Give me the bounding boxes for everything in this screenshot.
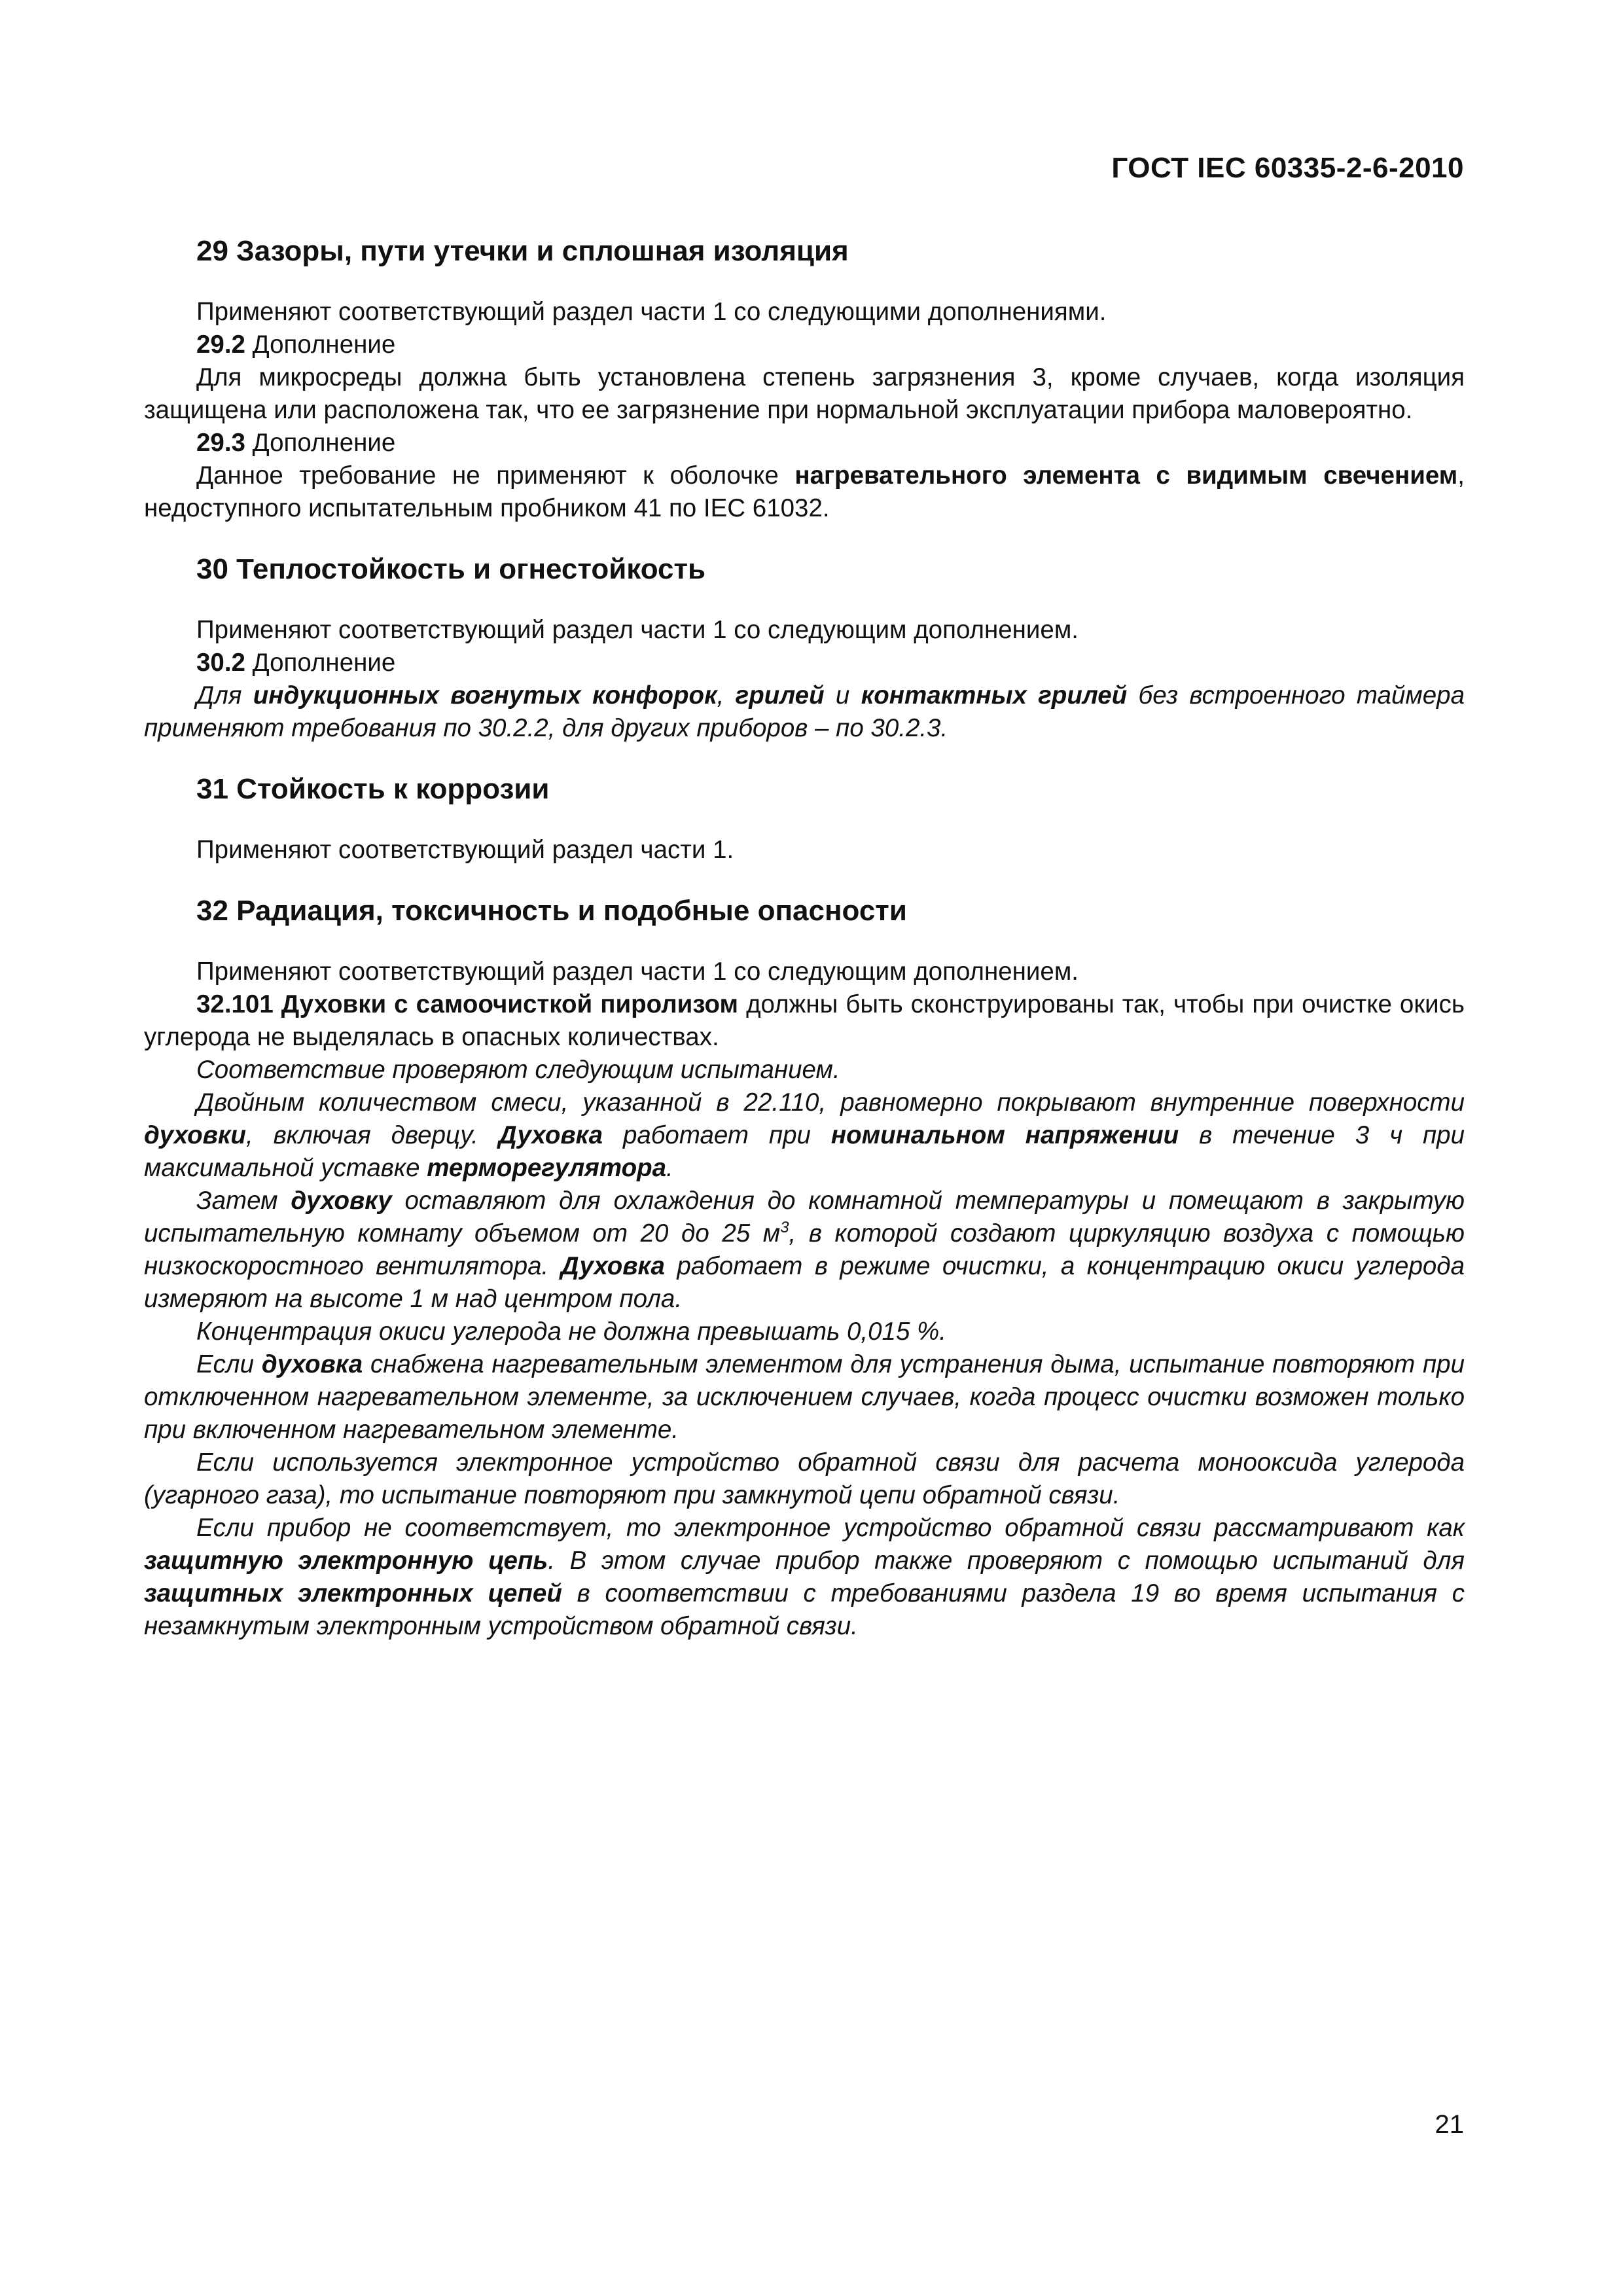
text-run: Двойным количеством смеси, указанной в 22.110, равномерно покрывают внутренние поверхности xyxy=(196,1088,1465,1117)
section-29-para-5 xyxy=(144,459,1465,525)
text-run: . xyxy=(666,1154,673,1182)
defined-term: Духовка xyxy=(498,1121,603,1149)
text-run: и xyxy=(824,681,861,709)
section-29-para-3: Для микросреды должна быть установлена степень загрязнения 3, кроме случаев, когда изоляция защищена или расположена так, что ее загрязнение при нормальной эксплуатации прибора маловероятно. xyxy=(144,363,1465,424)
defined-term: Духовка xyxy=(560,1252,665,1280)
clause-label: Дополнение xyxy=(245,649,396,677)
section-29-para-1: Применяют соответствующий раздел части 1 со следующими дополнениями. xyxy=(196,298,1107,326)
clause-label: Дополнение xyxy=(245,429,396,457)
clause-number: 29.3 xyxy=(196,429,245,457)
section-29-body xyxy=(144,296,1465,525)
defined-term: защитных электронных цепей xyxy=(144,1579,562,1607)
section-32-body xyxy=(144,956,1465,1643)
text-run: , xyxy=(717,681,736,709)
section-32-title: 32 Радиация, токсичность и подобные опасности xyxy=(196,895,907,927)
section-30-body xyxy=(144,614,1465,745)
text-run: в соответствии с требованиями раздела 19 во время испытания с незамкнутым электронным устройством обратной связи. xyxy=(144,1579,1465,1640)
defined-term: защитную электронную цепь xyxy=(144,1547,548,1575)
text-run: Затем xyxy=(196,1187,291,1215)
clause-number: 29.2 xyxy=(196,331,245,359)
section-29-title: 29 Зазоры, пути утечки и сплошная изоляция xyxy=(196,235,849,267)
clause-label: Дополнение xyxy=(245,331,396,359)
section-32-para-4 xyxy=(144,1086,1465,1185)
text-run: , включая дверцу. xyxy=(245,1121,499,1149)
section-31-para-1: Применяют соответствующий раздел части 1. xyxy=(196,836,734,864)
text-run: Если xyxy=(196,1350,262,1378)
defined-term: грилей xyxy=(735,681,825,709)
text-run: снабжена нагревательным элементом для устранения дыма, испытание повторяют при отключенном нагревательном элементе, за исключением случаев, когда процесс очистки возможен только при включенном нагревательном элементе. xyxy=(144,1350,1465,1444)
clause-number: 30.2 xyxy=(196,649,245,677)
text-run: в течение 3 ч при максимальной уставке xyxy=(144,1121,1465,1182)
section-32-para-1: Применяют соответствующий раздел части 1 со следующим дополнением. xyxy=(196,958,1079,986)
section-30-para-3 xyxy=(144,679,1465,745)
clause-29-3 xyxy=(144,427,1465,459)
section-32-para-6: Концентрация окиси углерода не должна превышать 0,015 %. xyxy=(196,1318,946,1346)
defined-term: духовка xyxy=(261,1350,363,1378)
text-run: оставляют для охлаждения до комнатной температуры и помещают в закрытую испытательную комнату объемом от 20 до 25 м xyxy=(144,1187,1465,1247)
section-32-para-7 xyxy=(144,1348,1465,1446)
page-number: 21 xyxy=(1435,2110,1464,2139)
section-30-para-1: Применяют соответствующий раздел части 1 со следующим дополнением. xyxy=(196,616,1079,644)
section-32-para-8: Если используется электронное устройство обратной связи для расчета монооксида углерода (угарного газа), то испытание повторяют при замкнутой цепи обратной связи. xyxy=(144,1448,1465,1509)
defined-term: духовки xyxy=(144,1121,246,1149)
clause-29-2 xyxy=(144,329,1465,361)
section-31-title: 31 Стойкость к коррозии xyxy=(196,773,550,805)
section-32-para-3: Соответствие проверяют следующим испытанием. xyxy=(196,1056,840,1084)
text-run: должны быть сконструированы так, чтобы при очистке окись углерода не выделялась в опасных количествах. xyxy=(144,990,1465,1051)
defined-term: индукционных вогнутых конфорок xyxy=(253,681,717,709)
document-id-header: ГОСТ IEC 60335-2-6-2010 xyxy=(1111,152,1464,184)
defined-term: духовку xyxy=(291,1187,392,1215)
text-run: , недоступного испытательным пробником 41 по IEC 61032. xyxy=(144,461,1465,522)
text-run: работает при xyxy=(603,1121,831,1149)
clause-32-101 xyxy=(144,988,1465,1054)
text-run: , в которой создают циркуляцию воздуха с помощью низкоскоростного вентилятора. xyxy=(144,1219,1465,1280)
clause-30-2 xyxy=(144,647,1465,679)
section-31-body xyxy=(144,834,1465,867)
defined-term: контактных грилей xyxy=(861,681,1128,709)
text-run: Данное требование не применяют к оболочке xyxy=(196,461,795,490)
section-30-title: 30 Теплостойкость и огнестойкость xyxy=(196,553,706,585)
clause-heading: 32.101 Духовки с самоочисткой пиролизом xyxy=(196,990,739,1018)
defined-term: номинальном напряжении xyxy=(830,1121,1179,1149)
defined-term: терморегулятора xyxy=(427,1154,667,1182)
text-run: Если прибор не соответствует, то электронное устройство обратной связи рассматривают как xyxy=(196,1514,1465,1542)
text-run: работает в режиме очистки, а концентрацию окиси углерода измеряют на высоте 1 м над центром пола. xyxy=(144,1252,1465,1313)
text-run: без встроенного таймера применяют требования по 30.2.2, для других приборов – по 30.2.3. xyxy=(144,681,1465,742)
section-32-para-9 xyxy=(144,1512,1465,1643)
superscript: 3 xyxy=(780,1219,789,1237)
defined-term: нагревательного элемента с видимым свечением xyxy=(794,461,1458,490)
section-32-para-5 xyxy=(144,1185,1465,1316)
text-run: . В этом случае прибор также проверяют с помощью испытаний для xyxy=(548,1547,1465,1575)
page-content xyxy=(144,233,1465,1643)
text-run: Для xyxy=(196,681,253,709)
